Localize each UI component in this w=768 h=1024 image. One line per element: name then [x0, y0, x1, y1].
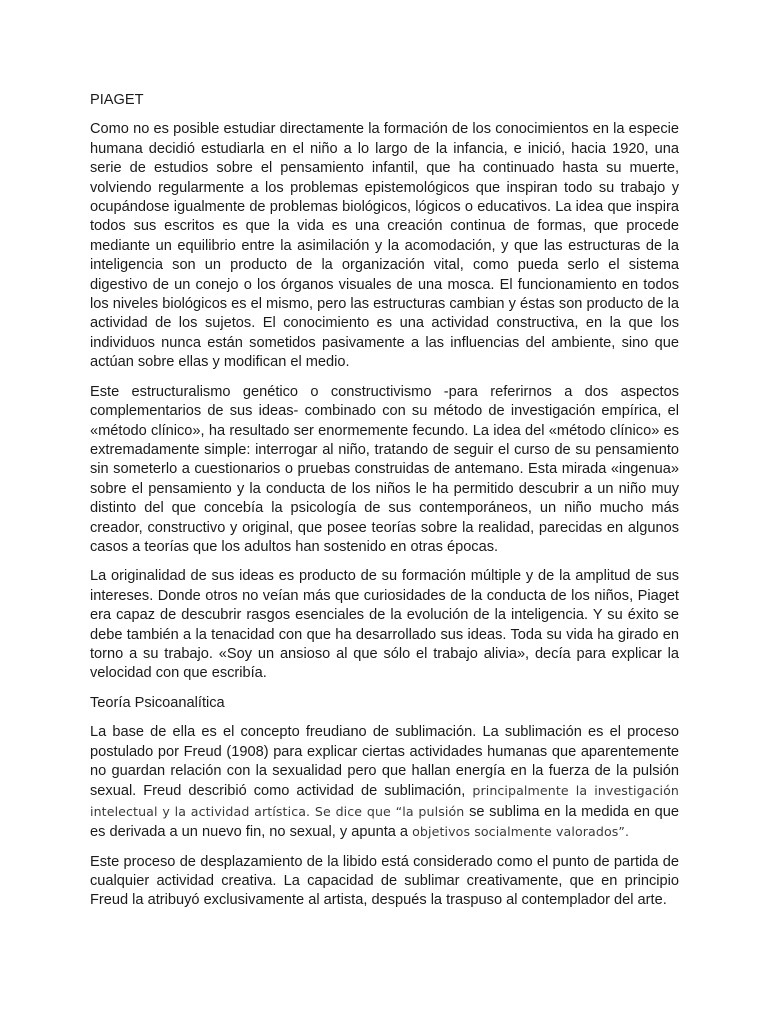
paragraph-psicoanalitica-1-part-a: La base de ella es el concepto freudiano de sublimación. La sublimación es el proceso postulado por Freud (1908) para explicar ciertas actividades humanas que aparentemente no guardan relación con la sexualidad pero que hallan energía en la fuerza de la pulsión sexual. Freud describió como actividad de sublimación, — [90, 724, 679, 800]
paragraph-piaget-1: Como no es posible estudiar directamente la formación de los conocimientos en la especie humana decidió estudiarla en el niño a lo largo de la infancia, e inició, hacia 1920, una serie de estudios sobre el pensamiento infantil, que ha continuado hasta su muerte, volviendo regularmente a los problemas epistemológicos que inspiran todo su trabajo y ocupándose igualmente de problemas biológicos, lógicos o educativos. La idea que inspira todos sus escritos es que la vida es una creación continua de formas, que procede mediante un equilibrio entre la asimilación y la acomodación, y que las estructuras de la inteligencia son un producto de la organización vital, como pueda serlo el sistema digestivo de un conejo o los órganos visuales de una mosca. El funcionamiento en todos los niveles biológicos es el mismo, pero las estructuras cambian y éstas son producto de la actividad de los sujetos. El conocimiento es una actividad constructiva, en la que los individuos nunca están sometidos pasivamente a las influencias del ambiente, sino que actúan sobre ellas y modifican el medio. — [90, 121, 679, 371]
paragraph-piaget-3: La originalidad de sus ideas es producto de su formación múltiple y de la amplitud de sus intereses. Donde otros no veían más que curiosidades de la conducta de los niños, Piaget era capaz de descubrir rasgos esenciales de la evolución de la inteligencia. Y su éxito se debe también a la tenacidad con que ha desarrollado sus ideas. Toda su vida ha girado en torno a su trabajo. «Soy un ansioso al que sólo el trabajo alivia», decía para explicar la velocidad con que escribía. — [90, 568, 679, 682]
document-title: PIAGET — [90, 92, 144, 108]
paragraph-psicoanalitica-1 — [90, 723, 679, 842]
paragraph-psicoanalitica-1-part-d: objetivos socialmente valorados”. — [412, 824, 630, 840]
paragraph-psicoanalitica-2: Este proceso de desplazamiento de la libido está considerado como el punto de partida de cualquier actividad creativa. La capacidad de sublimar creativamente, que en principio Freud la atribuyó exclusivamente al artista, después la traspuso al contemplador del arte. — [90, 853, 679, 909]
paragraph-psicoanalitica-1-part-b: principalmente la investigación intelectual y la actividad artística. Se dice que “la pulsión — [90, 783, 680, 819]
section-subtitle: Teoría Psicoanalítica — [90, 694, 225, 711]
document-body — [90, 91, 679, 921]
paragraph-psicoanalitica-1-part-c: se sublima en la medida en que es derivada a un nuevo fin, no sexual, y apunta a — [90, 803, 679, 841]
paragraph-piaget-2: Este estructuralismo genético o constructivismo -para referirnos a dos aspectos complementarios de sus ideas- combinado con su método de investigación empírica, el «método clínico», ha resultado ser enormemente fecundo. La idea del «método clínico» es extremadamente simple: interrogar al niño, tratando de seguir el curso de su pensamiento sin someterlo a cuestionarios o pruebas construidas de antemano. Esta mirada «ingenua» sobre el pensamiento y la conducta de los niños le ha permitido descubrir a un niño muy distinto del que concebía la psicología de sus contemporáneos, un niño mucho más creador, constructivo y original, que posee teorías sobre la realidad, parecidas en algunos casos a teorías que los adultos han sostenido en otras épocas. — [90, 383, 679, 555]
